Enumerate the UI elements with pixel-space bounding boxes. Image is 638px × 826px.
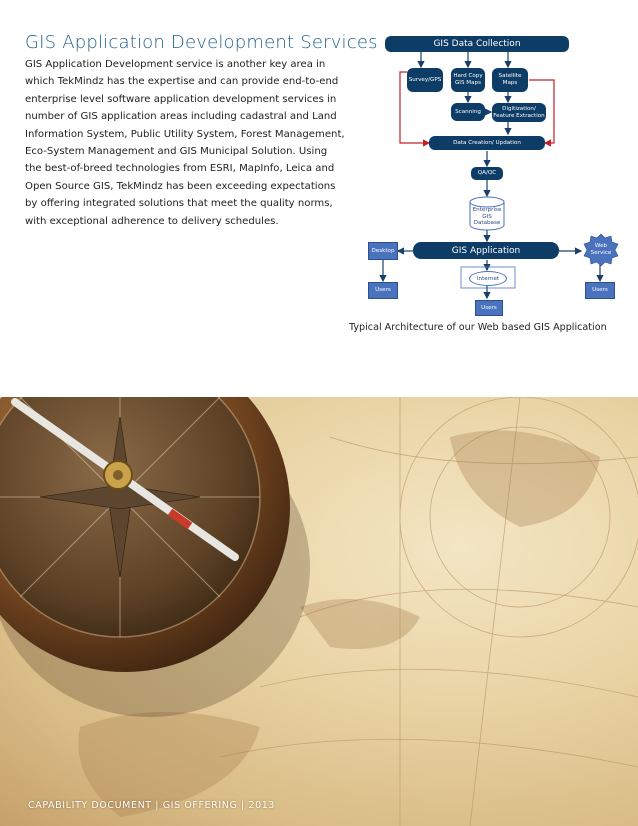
satellite-maps-box bbox=[492, 68, 528, 92]
digitization-label: Digitization/ Feature Extraction bbox=[493, 105, 545, 119]
diagram-caption: Typical Architecture of our Web based GIS Application bbox=[349, 322, 607, 333]
paragraph-line: Information System, Public Utility System, Forest Management, bbox=[25, 128, 345, 140]
web-service-label: Web Service bbox=[590, 243, 612, 256]
survey-gps-label: Survey/GPS bbox=[408, 76, 442, 83]
gis-application-bar bbox=[413, 242, 559, 259]
paragraph-line: by offering integrated solutions that meet the quality norms, bbox=[25, 198, 333, 210]
qaqc-box bbox=[471, 167, 503, 180]
compass-map-illustration bbox=[0, 397, 638, 826]
hardcopy-maps-box bbox=[451, 68, 485, 92]
data-creation-box bbox=[429, 136, 545, 150]
users-label: Users bbox=[375, 287, 391, 294]
desktop-box bbox=[368, 242, 398, 260]
architecture-diagram bbox=[345, 30, 630, 320]
compass-map-photo bbox=[0, 397, 638, 826]
internet-label: Internet bbox=[476, 275, 500, 282]
page-title: GIS Application Development Services bbox=[25, 32, 378, 53]
gis-data-collection-bar bbox=[385, 36, 569, 52]
satellite-maps-label: Satellite Maps bbox=[498, 73, 522, 86]
digitization-box bbox=[492, 103, 546, 122]
qaqc-label: QA/QC bbox=[477, 170, 497, 177]
users-label: Users bbox=[592, 287, 608, 294]
intro-paragraph bbox=[25, 56, 345, 230]
internet-cloud bbox=[469, 271, 507, 286]
paragraph-line: enterprise level software application development services in bbox=[25, 93, 337, 105]
paragraph-line: Eco-System Management and GIS Municipal Solution. Using bbox=[25, 146, 328, 158]
desktop-label: Desktop bbox=[371, 247, 395, 254]
survey-gps-box bbox=[407, 68, 443, 92]
paragraph-line: GIS Application Development service is another key area in bbox=[25, 59, 326, 70]
users-box-right bbox=[585, 282, 615, 299]
web-service-box bbox=[585, 242, 617, 258]
paragraph-line: number of GIS application areas including cadastral and Land bbox=[25, 111, 337, 123]
data-creation-label: Data Creation/ Updation bbox=[453, 139, 521, 146]
gis-application-label: GIS Application bbox=[451, 245, 521, 256]
paragraph-line: which TekMindz has the expertise and can provide end-to-end bbox=[25, 76, 339, 88]
gis-data-collection-label: GIS Data Collection bbox=[433, 39, 521, 49]
paragraph-line: with exceptional adherence to delivery schedules. bbox=[25, 215, 279, 227]
database-label-box bbox=[470, 207, 504, 227]
page-footer: CAPABILITY DOCUMENT | GIS OFFERING | 2013 bbox=[28, 800, 276, 811]
users-label: Users bbox=[481, 304, 497, 311]
users-box-left bbox=[368, 282, 398, 299]
paragraph-line: the best-of-breed technologies from ESRI, MapInfo, Leica and bbox=[25, 163, 335, 175]
paragraph-line: Open Source GIS, TekMindz has been exceeding expectations bbox=[25, 180, 336, 192]
scanning-box bbox=[451, 103, 485, 121]
scanning-label: Scanning bbox=[455, 108, 481, 115]
users-box-center bbox=[475, 300, 503, 316]
hardcopy-maps-label: Hard Copy GIS Maps bbox=[453, 73, 483, 86]
database-label: Enterprise GIS Database bbox=[472, 207, 502, 227]
